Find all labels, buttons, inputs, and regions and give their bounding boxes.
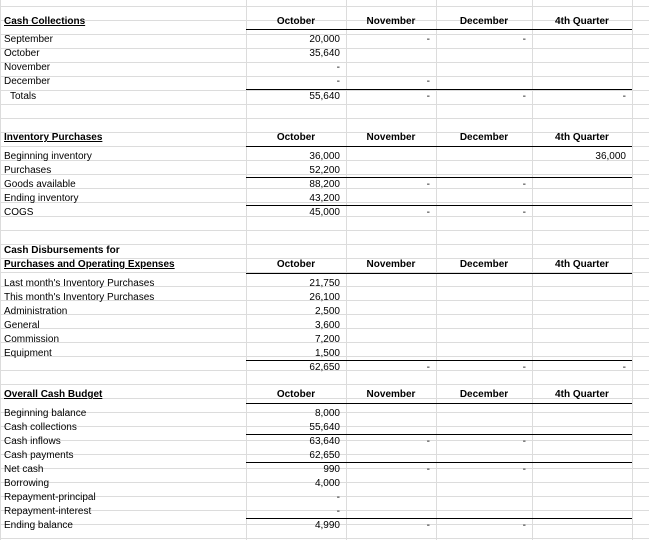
column-header-4th-quarter[interactable]: 4th Quarter	[555, 16, 609, 27]
row-label[interactable]: General	[4, 320, 40, 331]
column-header-4th-quarter[interactable]: 4th Quarter	[555, 389, 609, 400]
cell-value[interactable]: -	[426, 34, 430, 45]
column-header-november[interactable]: November	[366, 259, 416, 270]
cell-value[interactable]: -	[522, 520, 526, 531]
row-label[interactable]: Ending balance	[4, 520, 73, 531]
column-header-december[interactable]: December	[459, 132, 509, 143]
cell-value[interactable]: 2,500	[314, 306, 340, 317]
column-header-4th-quarter[interactable]: 4th Quarter	[555, 132, 609, 143]
row-label[interactable]: Administration	[4, 306, 68, 317]
cell-value[interactable]: 4,000	[314, 478, 340, 489]
header-underline	[246, 403, 632, 404]
row-label[interactable]: September	[4, 34, 53, 45]
cell-value[interactable]: -	[522, 464, 526, 475]
column-header-december[interactable]: December	[459, 259, 509, 270]
cell-value[interactable]: 35,640	[309, 48, 340, 59]
row-label[interactable]: Cash inflows	[4, 436, 61, 447]
header-underline	[246, 146, 632, 147]
row-label[interactable]: Repayment-principal	[4, 492, 96, 503]
column-header-december[interactable]: December	[459, 389, 509, 400]
row-label[interactable]: Ending inventory	[4, 193, 79, 204]
cell-value[interactable]: -	[522, 179, 526, 190]
cell-value[interactable]: -	[522, 207, 526, 218]
cell-value[interactable]: 20,000	[309, 34, 340, 45]
cell-value[interactable]: 62,650	[309, 450, 340, 461]
column-header-december[interactable]: December	[459, 16, 509, 27]
cell-value[interactable]: 88,200	[309, 179, 340, 190]
column-header-october[interactable]: October	[276, 132, 316, 143]
header-underline	[246, 273, 632, 274]
section-title[interactable]: Overall Cash Budget	[4, 389, 103, 400]
row-label[interactable]: Totals	[10, 91, 37, 102]
column-divider	[632, 0, 633, 540]
row-label[interactable]: Cash collections	[4, 422, 77, 433]
column-header-october[interactable]: October	[276, 259, 316, 270]
cell-value[interactable]: 990	[323, 464, 340, 475]
header-underline	[246, 29, 632, 30]
column-header-october[interactable]: October	[276, 389, 316, 400]
cell-value[interactable]: 4,990	[314, 520, 340, 531]
row-label[interactable]: This month's Inventory Purchases	[4, 292, 155, 303]
cell-value[interactable]: -	[426, 76, 430, 87]
cell-value[interactable]: -	[522, 91, 526, 102]
section-title[interactable]: Purchases and Operating Expenses	[4, 259, 175, 270]
cell-value[interactable]: 43,200	[309, 193, 340, 204]
row-label[interactable]: Goods available	[4, 179, 76, 190]
cell-value[interactable]: 36,000	[595, 151, 626, 162]
cell-value[interactable]: -	[522, 34, 526, 45]
cell-value[interactable]: 7,200	[314, 334, 340, 345]
row-label[interactable]: Commission	[4, 334, 60, 345]
cell-value[interactable]: -	[426, 436, 430, 447]
column-header-november[interactable]: November	[366, 16, 416, 27]
cell-value[interactable]: 45,000	[309, 207, 340, 218]
cell-value[interactable]: 21,750	[309, 278, 340, 289]
row-label[interactable]: Beginning inventory	[4, 151, 92, 162]
cell-value[interactable]: -	[622, 91, 626, 102]
cell-value[interactable]: 63,640	[309, 436, 340, 447]
row-label[interactable]: COGS	[4, 207, 34, 218]
cell-value[interactable]: -	[426, 362, 430, 373]
cell-value[interactable]: 8,000	[314, 408, 340, 419]
cell-value[interactable]: -	[336, 506, 340, 517]
column-header-4th-quarter[interactable]: 4th Quarter	[555, 259, 609, 270]
row-label[interactable]: November	[4, 62, 51, 73]
column-header-november[interactable]: November	[366, 132, 416, 143]
cell-value[interactable]: 3,600	[314, 320, 340, 331]
cell-value[interactable]: 55,640	[309, 91, 340, 102]
row-label[interactable]: Equipment	[4, 348, 52, 359]
column-header-november[interactable]: November	[366, 389, 416, 400]
row-label[interactable]: Beginning balance	[4, 408, 87, 419]
cell-value[interactable]: 1,500	[314, 348, 340, 359]
cell-value[interactable]: -	[426, 179, 430, 190]
cell-value[interactable]: -	[522, 362, 526, 373]
cell-value[interactable]: -	[622, 362, 626, 373]
section-title[interactable]: Inventory Purchases	[4, 132, 103, 143]
row-label[interactable]: Last month's Inventory Purchases	[4, 278, 155, 289]
section-title[interactable]: Cash Collections	[4, 16, 86, 27]
row-label[interactable]: October	[4, 48, 40, 59]
row-label[interactable]: Cash payments	[4, 450, 74, 461]
cell-value[interactable]: -	[426, 464, 430, 475]
cell-value[interactable]: 26,100	[309, 292, 340, 303]
cell-value[interactable]: 55,640	[309, 422, 340, 433]
cell-value[interactable]: 36,000	[309, 151, 340, 162]
cell-value[interactable]: -	[426, 91, 430, 102]
column-header-october[interactable]: October	[276, 16, 316, 27]
cell-value[interactable]: 62,650	[309, 362, 340, 373]
section-title-line1[interactable]: Cash Disbursements for	[4, 245, 120, 256]
row-label[interactable]: Repayment-interest	[4, 506, 92, 517]
row-label[interactable]: December	[4, 76, 51, 87]
cell-value[interactable]: 52,200	[309, 165, 340, 176]
cell-value[interactable]: -	[336, 492, 340, 503]
cell-value[interactable]: -	[336, 76, 340, 87]
cell-value[interactable]: -	[426, 520, 430, 531]
row-label[interactable]: Net cash	[4, 464, 44, 475]
cell-value[interactable]: -	[522, 436, 526, 447]
row-label[interactable]: Purchases	[4, 165, 52, 176]
row-label[interactable]: Borrowing	[4, 478, 50, 489]
cell-value[interactable]: -	[426, 207, 430, 218]
cell-value[interactable]: -	[336, 62, 340, 73]
